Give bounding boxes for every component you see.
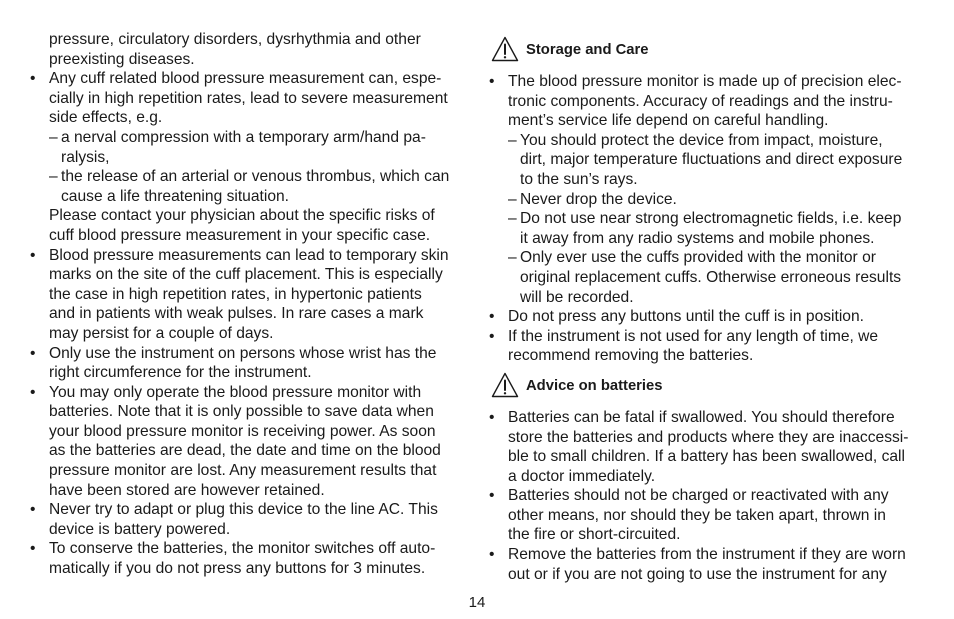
text-line: cause a life threatening situation. xyxy=(61,187,289,205)
text-line: tronic components. Accuracy of readings and the instru- xyxy=(508,92,893,110)
dash: – xyxy=(49,168,58,186)
bullet: • xyxy=(30,70,36,88)
text-line: pressure monitor are lost. Any measurement results that xyxy=(49,462,437,480)
bullet: • xyxy=(489,546,495,564)
text-line: Do not use near strong electromagnetic fields, i.e. keep xyxy=(520,210,902,228)
text-line: To conserve the batteries, the monitor switches off auto- xyxy=(49,540,436,558)
text-line: the case in high repetition rates, in hypertonic patients xyxy=(49,285,422,303)
bullet-item xyxy=(30,500,470,520)
bullet: • xyxy=(489,487,495,505)
batteries-heading xyxy=(489,366,929,399)
dash-item xyxy=(489,131,929,151)
section-title: Storage and Care xyxy=(526,42,649,58)
text-line: batteries. Note that it is only possible to save data when xyxy=(49,403,434,421)
text-line: recommend removing the batteries. xyxy=(508,347,754,365)
section-title: Advice on batteries xyxy=(526,377,663,394)
bullet-item xyxy=(489,72,929,92)
bullet-item xyxy=(489,327,929,347)
text-line: preexisting diseases. xyxy=(49,50,195,68)
bullet-item xyxy=(30,539,470,559)
text-line: cially in high repetition rates, lead to severe measurement xyxy=(49,89,448,107)
text-line: Only use the instrument on persons whose wrist has the xyxy=(49,344,437,362)
bullet: • xyxy=(489,327,495,345)
text-line: device is battery powered. xyxy=(49,520,231,538)
text-line: Never try to adapt or plug this device to the line AC. This xyxy=(49,501,438,519)
dash-item xyxy=(489,209,929,229)
text-line: Never drop the device. xyxy=(520,190,677,208)
text-line: You may only operate the blood pressure monitor with xyxy=(49,383,422,401)
text-line: to the sun’s rays. xyxy=(520,170,638,188)
text-line: ralysis, xyxy=(61,148,110,166)
text-line: ment’s service life depend on careful handling. xyxy=(508,112,829,130)
text-line: The blood pressure monitor is made up of precision elec- xyxy=(508,73,902,90)
text-line: dirt, major temperature fluctuations and direct exposure xyxy=(520,151,903,169)
dash: – xyxy=(508,249,517,267)
text-line: side effects, e.g. xyxy=(49,109,163,127)
text-line: Batteries can be fatal if swallowed. You should therefore xyxy=(508,408,895,426)
text-line: a doctor immediately. xyxy=(508,467,656,485)
bullet: • xyxy=(489,408,495,426)
dash-item xyxy=(489,248,929,268)
text-line: marks on the site of the cuff placement. This is especially xyxy=(49,266,443,284)
bullet: • xyxy=(30,540,36,558)
right-column xyxy=(489,30,929,584)
page-number: 14 xyxy=(468,594,486,611)
text-line: other means, nor should they be taken apart, thrown in xyxy=(508,506,886,524)
text-line: Remove the batteries from the instrument if they are worn xyxy=(508,546,906,564)
bullet-item xyxy=(489,545,929,565)
text-line: it away from any radio systems and mobile phones. xyxy=(520,229,875,247)
storage-heading xyxy=(489,30,929,63)
bullet: • xyxy=(30,501,36,519)
bullet: • xyxy=(30,344,36,362)
dash-item xyxy=(489,190,929,210)
text-line: your blood pressure monitor is receiving power. As soon xyxy=(49,422,436,440)
text-line: Only ever use the cuffs provided with the monitor or xyxy=(520,249,876,267)
text-line: original replacement cuffs. Otherwise erroneous results xyxy=(520,268,902,286)
text-line: cuff blood pressure measurement in your specific case. xyxy=(49,226,431,244)
dash-item xyxy=(30,167,470,187)
bullet: • xyxy=(489,308,495,326)
dash-item xyxy=(30,128,470,148)
dash: – xyxy=(508,210,517,228)
text-line: store the batteries and products where they are inaccessi- xyxy=(508,428,909,446)
bullet: • xyxy=(30,383,36,401)
bullet-item xyxy=(489,486,929,506)
dash: – xyxy=(508,190,517,208)
text-line: matically if you do not press any buttons for 3 minutes. xyxy=(49,560,426,578)
bullet-item xyxy=(30,69,470,89)
dash: – xyxy=(508,131,517,149)
text-line: Any cuff related blood pressure measurement can, espe- xyxy=(49,70,442,88)
text-line: and in patients with weak pulses. In rare cases a mark xyxy=(49,305,424,323)
text-line: the fire or short-circuited. xyxy=(508,526,681,544)
text-line: Please contact your physician about the specific risks of xyxy=(49,207,435,225)
bullet-item xyxy=(30,344,470,364)
text-line: out or if you are not going to use the instrument for any xyxy=(508,565,887,583)
text-line: will be recorded. xyxy=(520,288,634,306)
bullet: • xyxy=(30,246,36,264)
warning-triangle-icon xyxy=(491,36,519,62)
text-line: a nerval compression with a temporary arm/hand pa- xyxy=(61,128,426,146)
text-line: You should protect the device from impact, moisture, xyxy=(520,131,883,149)
text-line: pressure, circulatory disorders, dysrhythmia and other xyxy=(49,31,421,48)
bullet-item xyxy=(489,408,929,428)
warning-triangle-icon xyxy=(491,372,519,398)
text-line: the release of an arterial or venous thrombus, which can xyxy=(61,168,450,186)
text-line: Do not press any buttons until the cuff is in position. xyxy=(508,308,864,326)
dash: – xyxy=(49,128,58,146)
left-column xyxy=(30,30,470,579)
text-line: may persist for a couple of days. xyxy=(49,324,274,342)
text-line: ble to small children. If a battery has been swallowed, call xyxy=(508,448,905,466)
bullet-item xyxy=(489,307,929,327)
text-line: If the instrument is not used for any length of time, we xyxy=(508,327,879,345)
bullet-item xyxy=(30,383,470,403)
bullet: • xyxy=(489,73,495,90)
text-line: Batteries should not be charged or reactivated with any xyxy=(508,487,889,505)
bullet-item xyxy=(30,246,470,266)
text-line: as the batteries are dead, the date and time on the blood xyxy=(49,442,441,460)
text-line: right circumference for the instrument. xyxy=(49,364,312,382)
text-line: Blood pressure measurements can lead to temporary skin xyxy=(49,246,449,264)
text-line: have been stored are however retained. xyxy=(49,481,325,499)
